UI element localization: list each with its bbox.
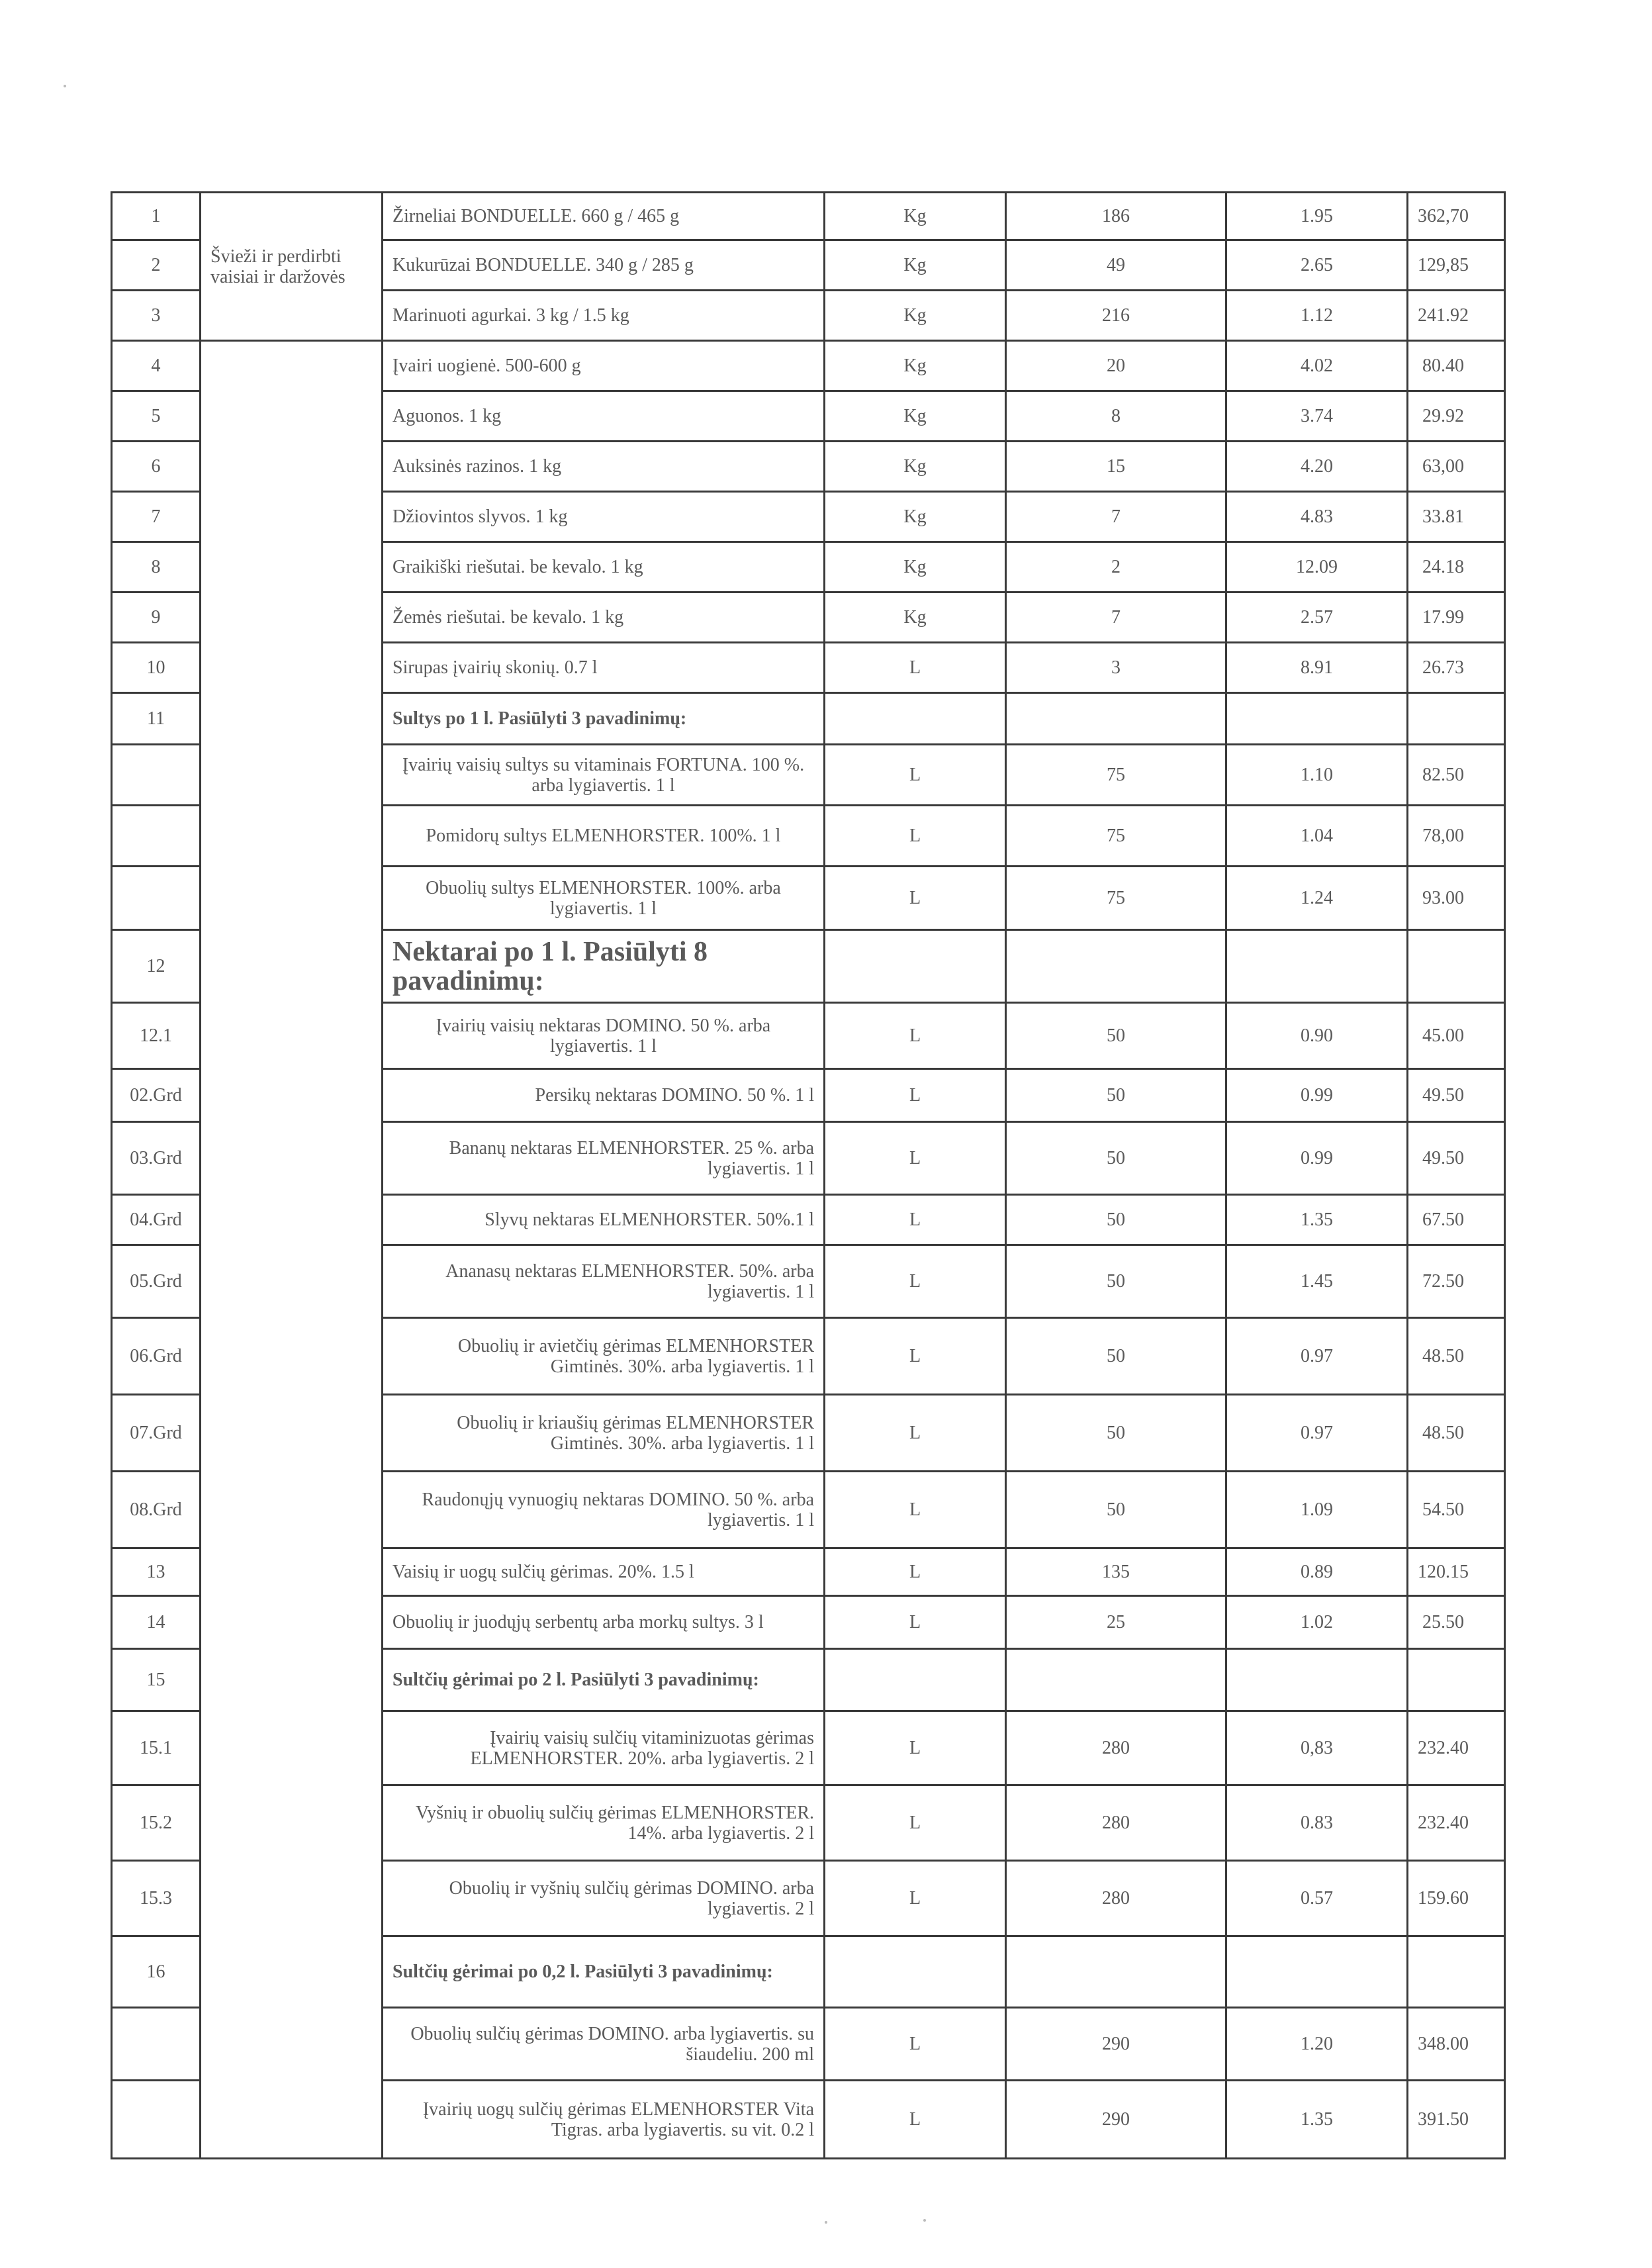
unit-cell: Kg <box>825 193 1006 240</box>
table-row <box>112 341 1505 391</box>
total-cell: 33.81 <box>1408 492 1505 542</box>
total-cell: 120.15 <box>1408 1548 1505 1596</box>
unit-cell: L <box>825 1318 1006 1395</box>
price-cell: 1.09 <box>1226 1472 1408 1548</box>
unit-cell: L <box>825 1548 1006 1596</box>
quantity-cell: 186 <box>1006 193 1226 240</box>
row-number: 11 <box>112 693 201 745</box>
unit-cell: L <box>825 1245 1006 1318</box>
quantity-cell: 280 <box>1006 1785 1226 1861</box>
total-cell: 82.50 <box>1408 745 1505 806</box>
row-number: 15.2 <box>112 1785 201 1861</box>
price-table <box>111 191 1506 2159</box>
unit-cell: L <box>825 745 1006 806</box>
quantity-cell: 15 <box>1006 442 1226 492</box>
price-cell <box>1226 930 1408 1003</box>
product-name: Obuolių sultys ELMENHORSTER. 100%. arba lygiavertis. 1 l <box>383 867 825 930</box>
product-name: Įvairių vaisių nektaras DOMINO. 50 %. arba lygiavertis. 1 l <box>383 1003 825 1069</box>
price-cell: 1.24 <box>1226 867 1408 930</box>
unit-cell: Kg <box>825 492 1006 542</box>
row-number <box>112 806 201 867</box>
price-cell: 4.83 <box>1226 492 1408 542</box>
product-name: Džiovintos slyvos. 1 kg <box>383 492 825 542</box>
price-cell <box>1226 1649 1408 1711</box>
row-number: 08.Grd <box>112 1472 201 1548</box>
quantity-cell <box>1006 1936 1226 2008</box>
product-name: Įvairių uogų sulčių gėrimas ELMENHORSTER Vita Tigras. arba lygiavertis. su vit. 0.2 l <box>383 2081 825 2159</box>
price-cell: 0.99 <box>1226 1122 1408 1195</box>
quantity-cell: 75 <box>1006 806 1226 867</box>
unit-cell: L <box>825 1472 1006 1548</box>
product-name: Marinuoti agurkai. 3 kg / 1.5 kg <box>383 291 825 341</box>
unit-cell: Kg <box>825 391 1006 442</box>
product-name: Graikiški riešutai. be kevalo. 1 kg <box>383 542 825 592</box>
row-number: 12 <box>112 930 201 1003</box>
total-cell <box>1408 1936 1505 2008</box>
total-cell: 159.60 <box>1408 1861 1505 1936</box>
total-cell: 80.40 <box>1408 341 1505 391</box>
unit-cell <box>825 1936 1006 2008</box>
quantity-cell: 25 <box>1006 1596 1226 1649</box>
row-number: 7 <box>112 492 201 542</box>
unit-cell: Kg <box>825 291 1006 341</box>
total-cell: 48.50 <box>1408 1395 1505 1472</box>
unit-cell: L <box>825 1195 1006 1245</box>
unit-cell: L <box>825 867 1006 930</box>
price-cell: 1.20 <box>1226 2008 1408 2081</box>
price-cell: 12.09 <box>1226 542 1408 592</box>
unit-cell: L <box>825 643 1006 693</box>
price-cell: 4.20 <box>1226 442 1408 492</box>
total-cell: 17.99 <box>1408 592 1505 643</box>
price-cell: 0,83 <box>1226 1711 1408 1785</box>
row-number <box>112 867 201 930</box>
product-name: Pomidorų sultys ELMENHORSTER. 100%. 1 l <box>383 806 825 867</box>
unit-cell: L <box>825 1122 1006 1195</box>
product-name: Įvairi uogienė. 500-600 g <box>383 341 825 391</box>
quantity-cell <box>1006 693 1226 745</box>
category-cell: Švieži ir perdirbti vaisiai ir daržovės <box>201 193 383 341</box>
row-number: 4 <box>112 341 201 391</box>
product-name: Įvairių vaisių sultys su vitaminais FORTUNA. 100 %. arba lygiavertis. 1 l <box>383 745 825 806</box>
row-number: 12.1 <box>112 1003 201 1069</box>
row-number: 14 <box>112 1596 201 1649</box>
unit-cell: L <box>825 1861 1006 1936</box>
unit-cell: L <box>825 1003 1006 1069</box>
total-cell: 26.73 <box>1408 643 1505 693</box>
total-cell: 67.50 <box>1408 1195 1505 1245</box>
price-table-body <box>112 193 1505 2159</box>
quantity-cell: 50 <box>1006 1003 1226 1069</box>
quantity-cell: 50 <box>1006 1069 1226 1122</box>
quantity-cell: 50 <box>1006 1122 1226 1195</box>
unit-cell: L <box>825 806 1006 867</box>
quantity-cell: 50 <box>1006 1318 1226 1395</box>
row-number: 10 <box>112 643 201 693</box>
total-cell: 29.92 <box>1408 391 1505 442</box>
product-name: Auksinės razinos. 1 kg <box>383 442 825 492</box>
product-name: Žirneliai BONDUELLE. 660 g / 465 g <box>383 193 825 240</box>
quantity-cell: 7 <box>1006 592 1226 643</box>
quantity-cell: 2 <box>1006 542 1226 592</box>
total-cell: 232.40 <box>1408 1711 1505 1785</box>
quantity-cell: 50 <box>1006 1472 1226 1548</box>
total-cell: 241.92 <box>1408 291 1505 341</box>
unit-cell <box>825 693 1006 745</box>
quantity-cell: 75 <box>1006 867 1226 930</box>
row-number: 15.1 <box>112 1711 201 1785</box>
row-number <box>112 745 201 806</box>
total-cell: 232.40 <box>1408 1785 1505 1861</box>
quantity-cell: 49 <box>1006 240 1226 291</box>
total-cell: 45.00 <box>1408 1003 1505 1069</box>
quantity-cell: 290 <box>1006 2008 1226 2081</box>
table-row <box>112 193 1505 240</box>
product-name: Kukurūzai BONDUELLE. 340 g / 285 g <box>383 240 825 291</box>
row-number: 5 <box>112 391 201 442</box>
section-header: Sultys po 1 l. Pasiūlyti 3 pavadinimų: <box>383 693 825 745</box>
row-number: 13 <box>112 1548 201 1596</box>
total-cell: 25.50 <box>1408 1596 1505 1649</box>
row-number: 06.Grd <box>112 1318 201 1395</box>
product-name: Įvairių vaisių sulčių vitaminizuotas gėrimas ELMENHORSTER. 20%. arba lygiavertis. 2 l <box>383 1711 825 1785</box>
row-number: 15 <box>112 1649 201 1711</box>
price-cell: 0.90 <box>1226 1003 1408 1069</box>
total-cell: 129,85 <box>1408 240 1505 291</box>
price-cell: 1.35 <box>1226 2081 1408 2159</box>
unit-cell: Kg <box>825 542 1006 592</box>
product-name: Obuolių ir kriaušių gėrimas ELMENHORSTER Gimtinės. 30%. arba lygiavertis. 1 l <box>383 1395 825 1472</box>
total-cell: 348.00 <box>1408 2008 1505 2081</box>
total-cell: 63,00 <box>1408 442 1505 492</box>
quantity-cell: 280 <box>1006 1711 1226 1785</box>
product-name: Obuolių ir avietčių gėrimas ELMENHORSTER Gimtinės. 30%. arba lygiavertis. 1 l <box>383 1318 825 1395</box>
product-name: Slyvų nektaras ELMENHORSTER. 50%.1 l <box>383 1195 825 1245</box>
product-name: Obuolių ir vyšnių sulčių gėrimas DOMINO. arba lygiavertis. 2 l <box>383 1861 825 1936</box>
unit-cell: L <box>825 2081 1006 2159</box>
price-cell: 2.57 <box>1226 592 1408 643</box>
scan-speck <box>64 85 66 87</box>
scan-speck <box>825 2221 827 2224</box>
product-name: Obuolių sulčių gėrimas DOMINO. arba lygiavertis. su šiaudeliu. 200 ml <box>383 2008 825 2081</box>
unit-cell: Kg <box>825 592 1006 643</box>
section-header: Sultčių gėrimai po 0,2 l. Pasiūlyti 3 pavadinimų: <box>383 1936 825 2008</box>
section-header: Sultčių gėrimai po 2 l. Pasiūlyti 3 pavadinimų: <box>383 1649 825 1711</box>
quantity-cell: 50 <box>1006 1245 1226 1318</box>
quantity-cell: 50 <box>1006 1395 1226 1472</box>
price-cell: 4.02 <box>1226 341 1408 391</box>
product-name: Persikų nektaras DOMINO. 50 %. 1 l <box>383 1069 825 1122</box>
row-number: 2 <box>112 240 201 291</box>
price-cell: 0.97 <box>1226 1395 1408 1472</box>
quantity-cell: 280 <box>1006 1861 1226 1936</box>
row-number: 05.Grd <box>112 1245 201 1318</box>
price-cell: 8.91 <box>1226 643 1408 693</box>
unit-cell: Kg <box>825 240 1006 291</box>
product-name: Raudonųjų vynuogių nektaras DOMINO. 50 %. arba lygiavertis. 1 l <box>383 1472 825 1548</box>
product-name: Vaisių ir uogų sulčių gėrimas. 20%. 1.5 l <box>383 1548 825 1596</box>
price-cell: 0.99 <box>1226 1069 1408 1122</box>
quantity-cell: 75 <box>1006 745 1226 806</box>
quantity-cell: 7 <box>1006 492 1226 542</box>
unit-cell: L <box>825 1711 1006 1785</box>
product-name: Sirupas įvairių skonių. 0.7 l <box>383 643 825 693</box>
price-cell: 0.97 <box>1226 1318 1408 1395</box>
price-cell: 1.02 <box>1226 1596 1408 1649</box>
total-cell: 78,00 <box>1408 806 1505 867</box>
price-cell <box>1226 1936 1408 2008</box>
row-number: 3 <box>112 291 201 341</box>
unit-cell: Kg <box>825 442 1006 492</box>
price-cell: 0.83 <box>1226 1785 1408 1861</box>
price-cell: 1.10 <box>1226 745 1408 806</box>
row-number <box>112 2008 201 2081</box>
product-name: Obuolių ir juodųjų serbentų arba morkų sultys. 3 l <box>383 1596 825 1649</box>
total-cell <box>1408 693 1505 745</box>
total-cell: 49.50 <box>1408 1122 1505 1195</box>
price-cell: 1.95 <box>1226 193 1408 240</box>
row-number: 6 <box>112 442 201 492</box>
quantity-cell: 3 <box>1006 643 1226 693</box>
row-number: 16 <box>112 1936 201 2008</box>
total-cell: 24.18 <box>1408 542 1505 592</box>
total-cell: 49.50 <box>1408 1069 1505 1122</box>
row-number: 03.Grd <box>112 1122 201 1195</box>
total-cell <box>1408 930 1505 1003</box>
quantity-cell <box>1006 1649 1226 1711</box>
row-number <box>112 2081 201 2159</box>
row-number: 07.Grd <box>112 1395 201 1472</box>
price-cell: 2.65 <box>1226 240 1408 291</box>
price-cell: 1.35 <box>1226 1195 1408 1245</box>
total-cell: 72.50 <box>1408 1245 1505 1318</box>
price-cell: 1.12 <box>1226 291 1408 341</box>
total-cell: 48.50 <box>1408 1318 1505 1395</box>
scan-speck <box>923 2219 926 2222</box>
total-cell: 362,70 <box>1408 193 1505 240</box>
quantity-cell: 50 <box>1006 1195 1226 1245</box>
quantity-cell: 20 <box>1006 341 1226 391</box>
product-name: Aguonos. 1 kg <box>383 391 825 442</box>
row-number: 8 <box>112 542 201 592</box>
unit-cell: L <box>825 1785 1006 1861</box>
quantity-cell: 8 <box>1006 391 1226 442</box>
quantity-cell <box>1006 930 1226 1003</box>
unit-cell: L <box>825 1395 1006 1472</box>
price-cell: 0.89 <box>1226 1548 1408 1596</box>
unit-cell: L <box>825 1596 1006 1649</box>
total-cell: 391.50 <box>1408 2081 1505 2159</box>
row-number: 15.3 <box>112 1861 201 1936</box>
price-cell: 1.04 <box>1226 806 1408 867</box>
price-cell: 0.57 <box>1226 1861 1408 1936</box>
unit-cell: Kg <box>825 341 1006 391</box>
total-cell: 93.00 <box>1408 867 1505 930</box>
quantity-cell: 216 <box>1006 291 1226 341</box>
quantity-cell: 290 <box>1006 2081 1226 2159</box>
total-cell: 54.50 <box>1408 1472 1505 1548</box>
price-cell: 3.74 <box>1226 391 1408 442</box>
unit-cell: L <box>825 2008 1006 2081</box>
product-name: Vyšnių ir obuolių sulčių gėrimas ELMENHORSTER. 14%. arba lygiavertis. 2 l <box>383 1785 825 1861</box>
product-name: Ananasų nektaras ELMENHORSTER. 50%. arba lygiavertis. 1 l <box>383 1245 825 1318</box>
row-number: 9 <box>112 592 201 643</box>
row-number: 1 <box>112 193 201 240</box>
quantity-cell: 135 <box>1006 1548 1226 1596</box>
row-number: 04.Grd <box>112 1195 201 1245</box>
price-cell <box>1226 693 1408 745</box>
product-name: Bananų nektaras ELMENHORSTER. 25 %. arba lygiavertis. 1 l <box>383 1122 825 1195</box>
unit-cell <box>825 930 1006 1003</box>
row-number: 02.Grd <box>112 1069 201 1122</box>
category-cell-empty <box>201 341 383 2159</box>
product-name: Žemės riešutai. be kevalo. 1 kg <box>383 592 825 643</box>
section-header: Nektarai po 1 l. Pasiūlyti 8 pavadinimų: <box>383 930 825 1003</box>
price-cell: 1.45 <box>1226 1245 1408 1318</box>
unit-cell: L <box>825 1069 1006 1122</box>
total-cell <box>1408 1649 1505 1711</box>
unit-cell <box>825 1649 1006 1711</box>
